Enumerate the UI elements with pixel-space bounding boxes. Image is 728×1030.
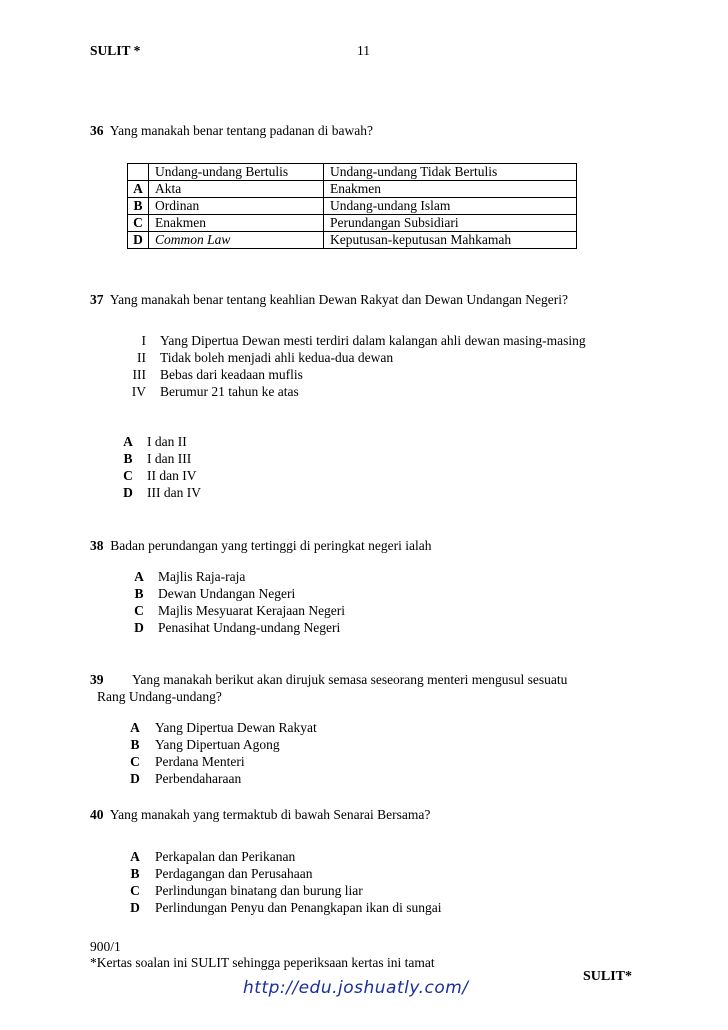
statement-text: Bebas dari keadaan muflis: [160, 367, 303, 382]
option-letter: B: [123, 451, 133, 466]
statement-text: Yang Dipertua Dewan mesti terdiri dalam kalangan ahli dewan masing-masing: [160, 333, 586, 348]
question-number: 39: [90, 672, 104, 687]
option-letter: A: [130, 720, 140, 735]
question-38: [90, 537, 432, 554]
table-cell: Perundangan Subsidiari: [324, 215, 577, 232]
option-letter: D: [128, 232, 149, 249]
statement-text: Tidak boleh menjadi ahli kedua-dua dewan: [160, 350, 394, 365]
statement-numeral: II: [137, 350, 146, 365]
question-number: 38: [90, 538, 104, 553]
statement-numeral: I: [141, 333, 146, 348]
question-37: [90, 291, 568, 308]
option-text: Majlis Raja-raja: [158, 569, 246, 584]
footer-sulit: SULIT*: [583, 969, 633, 984]
option-letter: B: [128, 198, 149, 215]
statement-text: Berumur 21 tahun ke atas: [160, 384, 299, 399]
question-number: 36: [90, 123, 104, 138]
footer-note: *Kertas soalan ini SULIT sehingga peperiksaan kertas ini tamat: [90, 955, 435, 970]
option-text: III dan IV: [147, 485, 201, 500]
option-text: II dan IV: [147, 468, 197, 483]
question-39: [90, 671, 568, 688]
question-number: 40: [90, 807, 104, 822]
option-text: Perdana Menteri: [155, 754, 245, 769]
option-text: Perkapalan dan Perikanan: [155, 849, 296, 864]
question-number: 37: [90, 292, 104, 307]
option-letter: C: [128, 215, 149, 232]
table-cell: Enakmen: [149, 215, 324, 232]
table-header-cell: Undang-undang Bertulis: [149, 164, 324, 181]
question-text: Yang manakah benar tentang padanan di bawah?: [109, 123, 374, 138]
table-cell: [128, 164, 149, 181]
table-header-row: [128, 164, 577, 181]
option-letter: A: [123, 434, 133, 449]
statement-numeral: III: [132, 367, 146, 382]
table-cell: Common Law: [149, 232, 324, 249]
table-row: [128, 181, 577, 198]
option-letter: A: [130, 849, 140, 864]
source-link[interactable]: http://edu.joshuatly.com/: [243, 978, 469, 998]
option-letter: D: [123, 485, 133, 500]
option-letter: B: [130, 866, 140, 881]
question-text: Badan perundangan yang tertinggi di peringkat negeri ialah: [110, 538, 432, 553]
option-letter: A: [134, 569, 144, 584]
option-text: Perlindungan binatang dan burung liar: [155, 883, 363, 898]
option-text: Perbendaharaan: [155, 771, 242, 786]
option-letter: A: [128, 181, 149, 198]
question-text-continued: Rang Undang-undang?: [97, 689, 222, 704]
table-row: [128, 215, 577, 232]
question-36: [90, 122, 373, 139]
table-cell: Keputusan-keputusan Mahkamah: [324, 232, 577, 249]
question-40: [90, 806, 430, 823]
table-header-cell: Undang-undang Tidak Bertulis: [324, 164, 577, 181]
option-letter: B: [134, 586, 144, 601]
table-cell: Undang-undang Islam: [324, 198, 577, 215]
option-text: Yang Dipertuan Agong: [155, 737, 280, 752]
option-letter: C: [130, 883, 140, 898]
option-text: Perdagangan dan Perusahaan: [155, 866, 313, 881]
option-text: Dewan Undangan Negeri: [158, 586, 296, 601]
option-text: Perlindungan Penyu dan Penangkapan ikan di sungai: [155, 900, 442, 915]
option-letter: D: [130, 771, 140, 786]
option-letter: D: [130, 900, 140, 915]
question-text: Yang manakah yang termaktub di bawah Senarai Bersama?: [109, 807, 431, 822]
option-text: Majlis Mesyuarat Kerajaan Negeri: [158, 603, 346, 618]
question-text: Yang manakah benar tentang keahlian Dewan Rakyat dan Dewan Undangan Negeri?: [109, 292, 568, 307]
table-row: [128, 232, 577, 249]
question-text: Yang manakah berikut akan dirujuk semasa seseorang menteri mengusul sesuatu: [132, 672, 568, 687]
matching-table: [127, 163, 577, 249]
table-cell: Akta: [149, 181, 324, 198]
table-row: [128, 198, 577, 215]
option-letter: C: [134, 603, 144, 618]
option-letter: C: [123, 468, 133, 483]
paper-code: 900/1: [90, 939, 121, 954]
option-text: Yang Dipertua Dewan Rakyat: [155, 720, 317, 735]
page-number: 11: [357, 43, 370, 58]
header-sulit: SULIT *: [90, 43, 141, 58]
table-cell: Ordinan: [149, 198, 324, 215]
option-text: I dan III: [147, 451, 192, 466]
option-letter: D: [134, 620, 144, 635]
statement-numeral: IV: [131, 384, 146, 399]
table-cell: Enakmen: [324, 181, 577, 198]
option-text: I dan II: [147, 434, 187, 449]
option-text: Penasihat Undang-undang Negeri: [158, 620, 341, 635]
option-letter: C: [130, 754, 140, 769]
option-letter: B: [130, 737, 140, 752]
